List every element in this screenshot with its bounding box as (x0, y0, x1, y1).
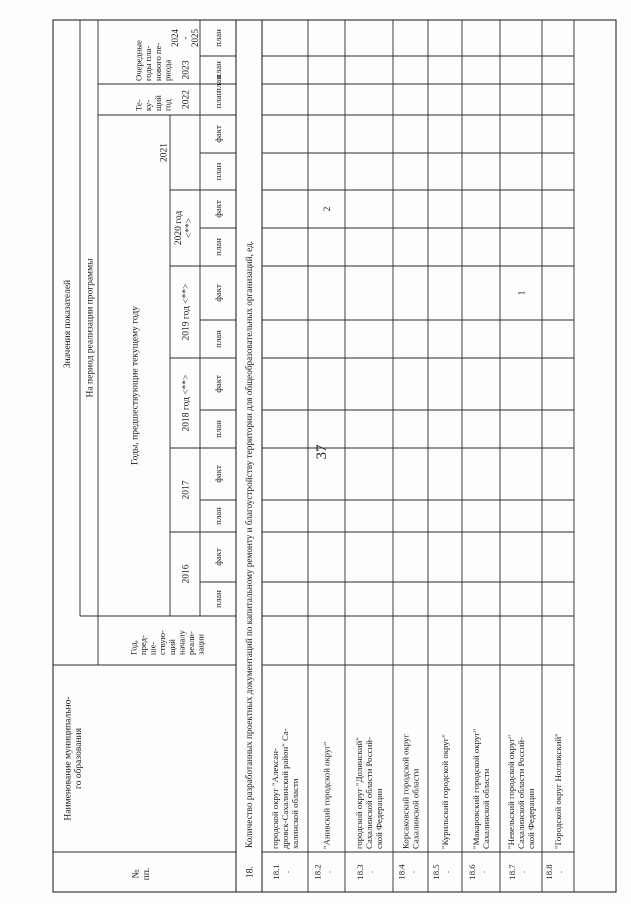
header-fact-11: факт (213, 125, 224, 143)
header-plan-0: план (213, 590, 224, 608)
header-plan-4: план (213, 420, 224, 438)
row-number: 18.1. (271, 864, 292, 880)
row-number: 18.6. (467, 864, 488, 880)
row-name: "Анивский городской округ" (321, 741, 332, 849)
header-plan-10: план (213, 162, 224, 181)
year-2024: 2024-2025 (170, 29, 201, 47)
year-2017: 2017 (181, 480, 192, 500)
year-2018: 2018 год <**> (181, 374, 192, 432)
year-2021: 2021 (159, 143, 170, 162)
header-plan-15: план (213, 29, 224, 47)
header-plan-2: план (213, 507, 224, 525)
header-name: Наименование муниципально-го образования (63, 696, 85, 821)
row-name: Корсаковский городской округСахалинской области (400, 733, 421, 849)
section-number: 18. (245, 866, 256, 878)
header-program-period: На период реализации программы (85, 258, 96, 398)
row-number: 18.7. (507, 864, 528, 880)
header-fact-9: факт (213, 200, 224, 218)
header-previous-years: Годы, предшествующие текущему году (130, 306, 141, 465)
header-fact-1: факт (213, 548, 224, 566)
year-2022: 2022 (181, 90, 192, 109)
year-2016: 2016 (181, 564, 192, 584)
row-name: "Городской округ Ногликский" (553, 733, 564, 849)
cell-value: 2 (322, 206, 333, 212)
header-plan-14: план (213, 61, 224, 79)
header-base-year: Год,пред-ше-ствую-щийначалуреали-зации (128, 630, 206, 655)
header-next-years: Очередныегоды пла-нового пе-риода (133, 40, 173, 81)
row-number: 18.3. (355, 864, 376, 880)
header-num: №пп. (131, 867, 153, 881)
row-number: 18.5. (431, 864, 452, 880)
row-number: 18.8. (544, 864, 565, 880)
header-plan-13: план (213, 75, 224, 93)
header-values-group: Значения показателей (62, 279, 73, 369)
cell-value: 1 (517, 290, 528, 296)
header-plan-6: план (213, 330, 224, 348)
year-2020: 2020 год<**> (174, 210, 195, 246)
page-number: 37 (314, 444, 330, 460)
header-plan-8: план (213, 238, 224, 256)
row-name: городской округ "Алексан-дровск-Сахалинский район" Са-халинской области (270, 728, 300, 849)
section-title: Количество разработанных проектных документаций по капитальному ремонту и благоустройству территории для общеобразовательных организаций, ед. (244, 240, 255, 848)
row-name: "Невельский городской округ"Сахалинской области Россий-ской Федерации (506, 734, 536, 849)
row-name: городской округ "Долинский"Сахалинской области Россий-ской Федерации (354, 737, 384, 849)
header-fact-7: факт (213, 284, 224, 302)
header-fact-5: факт (213, 375, 224, 393)
header-plan-12: план (213, 90, 224, 109)
row-name: "Курильский городской округ" (440, 734, 451, 849)
row-number: 18.2. (312, 864, 333, 880)
year-2019: 2019 год <**> (181, 283, 192, 341)
row-name: "Макаровский городской округ"Сахалинской области (471, 728, 492, 849)
header-fact-3: факт (213, 465, 224, 483)
row-number: 18.4. (396, 864, 417, 880)
year-2023: 2023 (181, 60, 192, 80)
header-current-year: Те-ку-щийгод (133, 95, 173, 111)
